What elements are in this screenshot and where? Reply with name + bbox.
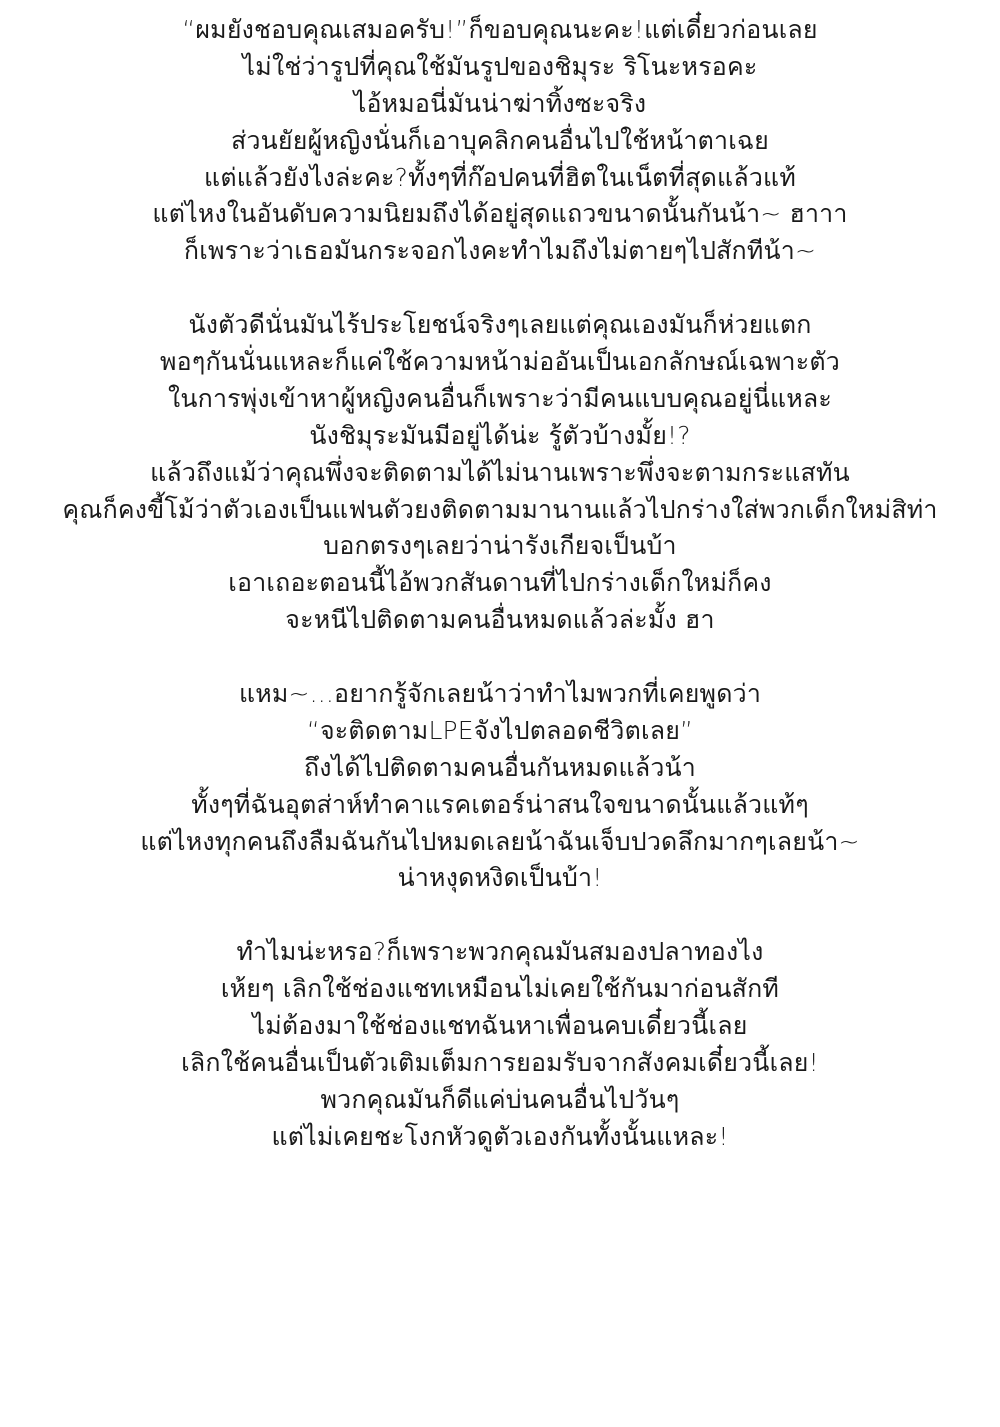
- text-line: นังตัวดีนั่นมันไร้ประโยชน์จริงๆเลยแต่คุณเองมันก็ห่วยแตก: [188, 310, 812, 340]
- text-line: “จะติดตามLPEจังไปตลอดชีวิตเลย”: [306, 715, 694, 745]
- text-line: ไม่ใช่ว่ารูปที่คุณใช้มันรูปของชิมุระ ริโนะหรอคะ: [242, 51, 758, 81]
- paragraph-spacer: [0, 270, 1000, 307]
- text-line: ถึงได้ไปติดตามคนอื่นกันหมดแล้วน้า: [303, 752, 697, 782]
- text-line: พอๆกันนั่นแหละก็แค่ใช้ความหน้าม่ออันเป็นเอกลักษณ์เฉพาะตัว: [160, 347, 840, 377]
- text-line: แต่แล้วยังไงล่ะคะ?ทั้งๆที่ก๊อปคนที่ฮิตในเน็ตที่สุดแล้วแท้: [204, 162, 796, 192]
- text-line: แล้วถึงแม้ว่าคุณพึ่งจะติดตามได้ไม่นานเพราะพึ่งจะตามกระแสทัน: [150, 457, 850, 487]
- text-line: บอกตรงๆเลยว่าน่ารังเกียจเป็นบ้า: [323, 531, 677, 561]
- text-line: ไม่ต้องมาใช้ช่องแชทฉันหาเพื่อนคบเดี๋ยวนี้เลย: [252, 1011, 748, 1041]
- text-line: แหม~...อยากรู้จักเลยน้าว่าทำไมพวกที่เคยพูดว่า: [238, 679, 762, 709]
- text-line: ทำไมน่ะหรอ?ก็เพราะพวกคุณมันสมองปลาทองไง: [236, 937, 764, 967]
- text-line: ทั้งๆที่ฉันอุตส่าห์ทำคาแรคเตอร์น่าสนใจขนาดนั้นแล้วแท้ๆ: [191, 789, 809, 819]
- text-line: เอาเถอะตอนนี้ไอ้พวกสันดานที่ไปกร่างเด็กใหม่ก็คง: [228, 568, 772, 598]
- text-line: เห้ยๆ เลิกใช้ช่องแชทเหมือนไม่เคยใช้กันมาก่อนสักที: [220, 974, 780, 1004]
- text-line: คุณก็คงขี้โม้ว่าตัวเองเป็นแฟนตัวยงติดตามมานานแล้วไปกร่างใส่พวกเด็กใหม่สิท่า: [62, 494, 938, 524]
- paragraph-spacer: [0, 897, 1000, 934]
- text-page: [0, 12, 1000, 1156]
- text-line: น่าหงุดหงิดเป็นบ้า!: [397, 863, 603, 893]
- text-line: ส่วนยัยผู้หญิงนั่นก็เอาบุคลิกคนอื่นไปใช้หน้าตาเฉย: [231, 125, 769, 155]
- paragraph-4: [0, 934, 1000, 1155]
- paragraph-2: [0, 307, 1000, 639]
- text-line: “ผมยังชอบคุณเสมอครับ!”ก็ขอบคุณนะคะ!แต่เดี๋ยวก่อนเลย: [182, 15, 818, 44]
- text-line: ก็เพราะว่าเธอมันกระจอกไงคะทำไมถึงไม่ตายๆไปสักทีน้า~: [183, 236, 817, 266]
- paragraph-3: [0, 676, 1000, 897]
- paragraph-1: [0, 12, 1000, 270]
- text-line: พวกคุณมันก็ดีแค่บ่นคนอื่นไปวันๆ: [320, 1084, 680, 1114]
- text-line: ไอ้หมอนี่มันน่าฆ่าทิ้งซะจริง: [353, 88, 647, 118]
- text-line: แต่ไม่เคยชะโงกหัวดูตัวเองกันทั้งนั้นแหละ!: [271, 1121, 729, 1151]
- paragraph-spacer: [0, 639, 1000, 676]
- text-line: แต่ไหงทุกคนถึงลืมฉันกันไปหมดเลยน้าฉันเจ็บปวดลึกมากๆเลยน้า~: [140, 826, 860, 856]
- text-line: ในการพุ่งเข้าหาผู้หญิงคนอื่นก็เพราะว่ามีคนแบบคุณอยู่นี่แหละ: [168, 383, 832, 413]
- text-line: เลิกใช้คนอื่นเป็นตัวเติมเต็มการยอมรับจากสังคมเดี๋ยวนี้เลย!: [181, 1047, 819, 1077]
- text-line: แต่ไหงในอันดับความนิยมถึงได้อยู่สุดแถวขนาดนั้นกันน้า~ ฮาาา: [152, 199, 848, 229]
- text-line: นังชิมุระมันมีอยู่ได้น่ะ รู้ตัวบ้างมั้ย!?: [309, 420, 691, 450]
- text-line: จะหนีไปติดตามคนอื่นหมดแล้วล่ะมั้ง ฮา: [285, 605, 715, 635]
